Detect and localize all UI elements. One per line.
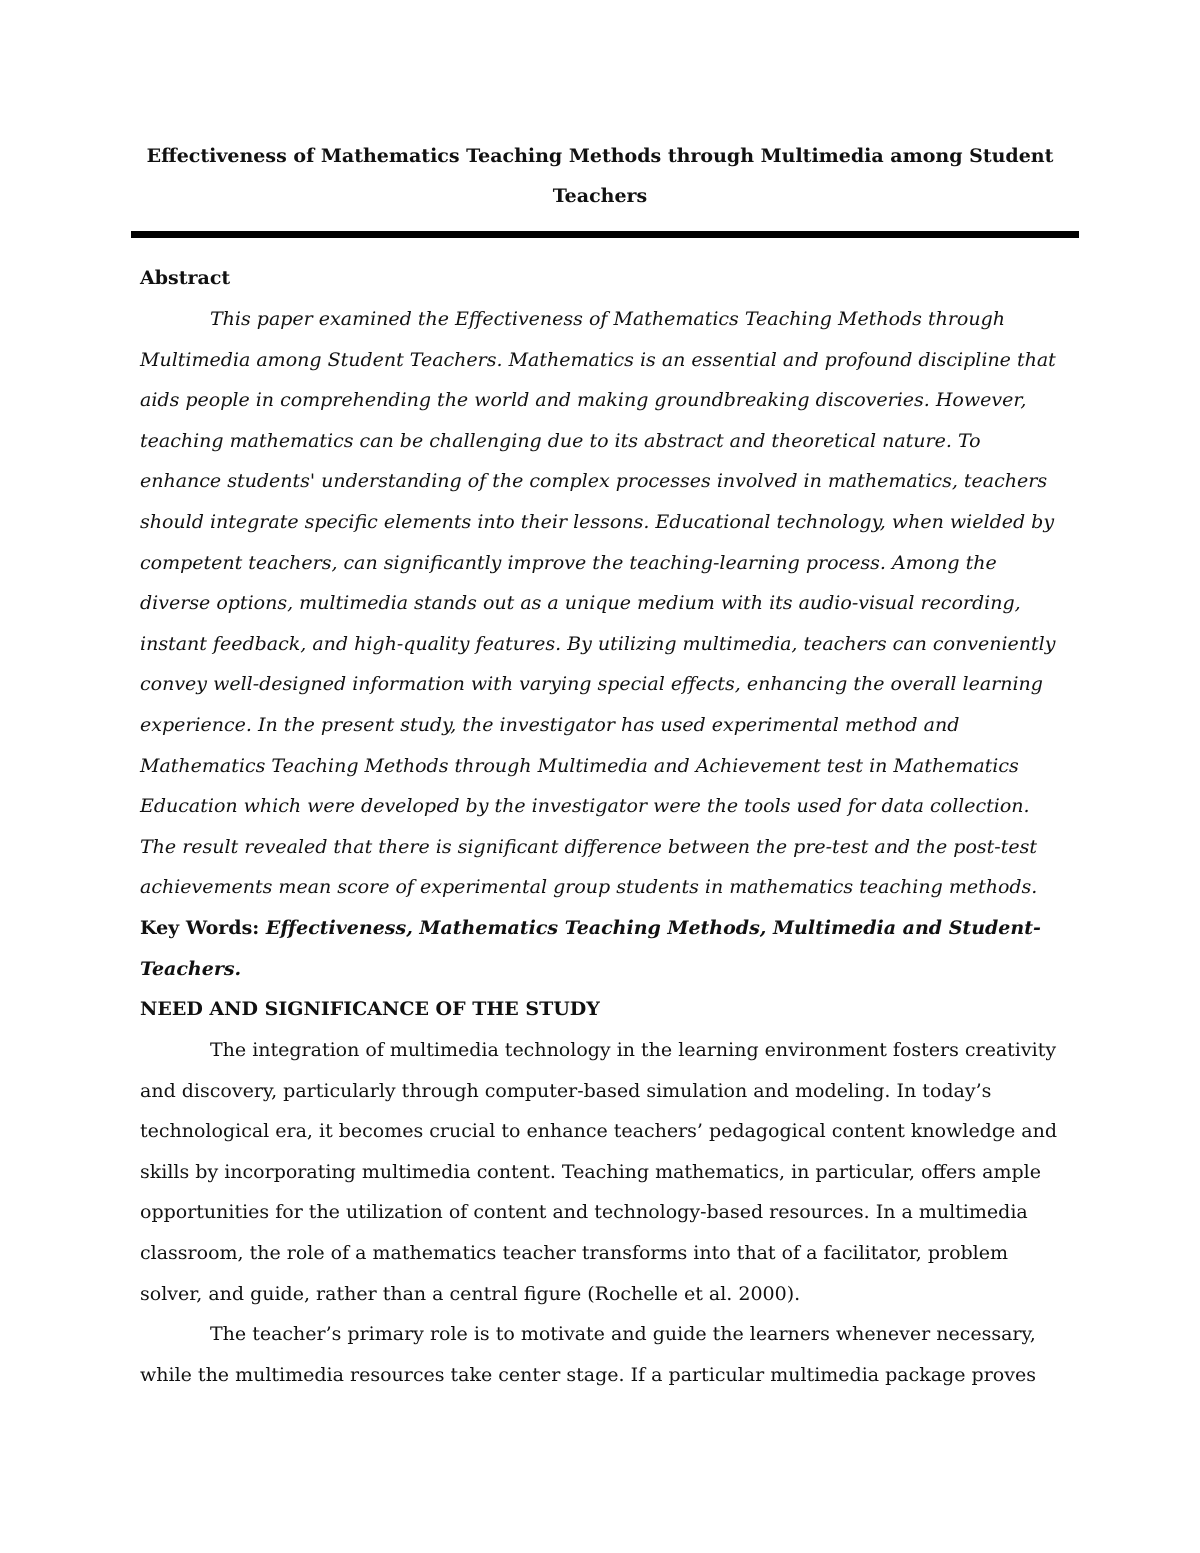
- keywords-label: Key Words:: [140, 917, 266, 939]
- keywords-line: [140, 908, 1060, 989]
- section-heading: NEED AND SIGNIFICANCE OF THE STUDY: [140, 998, 600, 1020]
- title-divider: [131, 231, 1079, 238]
- body-paragraph: The teacher’s primary role is to motivate and guide the learners whenever necessary, while the multimedia resources take center stage. If a particular multimedia package proves: [140, 1323, 1036, 1386]
- body-paragraph: The integration of multimedia technology in the learning environment fosters creativity and discovery, particularly through computer-based simulation and modeling. In today’s technological era, it becomes crucial to enhance teachers’ pedagogical content knowledge and skills by incorporating multimedia content. Teaching mathematics, in particular, offers ample opportunities for the utilization of content and technology-based resources. In a multimedia classroom, the role of a mathematics teacher transforms into that of a facilitator, problem solver, and guide, rather than a central figure (Rochelle et al. 2000).: [140, 1039, 1058, 1305]
- abstract-text: This paper examined the Effectiveness of Mathematics Teaching Methods through Multimedia among Student Teachers. Mathematics is an essential and profound discipline that aids people in comprehending the world and making groundbreaking discoveries. However, teaching mathematics can be challenging due to its abstract and theoretical nature. To enhance students' understanding of the complex processes involved in mathematics, teachers should integrate specific elements into their lessons. Educational technology, when wielded by competent teachers, can significantly improve the teaching-learning process. Among the diverse options, multimedia stands out as a unique medium with its audio-visual recording, instant feedback, and high-quality features. By utilizing multimedia, teachers can conveniently convey well-designed information with varying special effects, enhancing the overall learning experience. In the present study, the investigator has used experimental method and Mathematics Teaching Methods through Multimedia and Achievement test in Mathematics Education which were developed by the investigator were the tools used for data collection. The result revealed that there is significant difference between the pre-test and the post-test achievements mean score of experimental group students in mathematics teaching methods.: [140, 308, 1056, 899]
- paper-title: Effectiveness of Mathematics Teaching Methods through Multimedia among Student Teachers: [146, 145, 1054, 207]
- keywords-text: Effectiveness, Mathematics Teaching Methods, Multimedia and Student-Teachers.: [140, 917, 1041, 980]
- abstract-heading: Abstract: [140, 267, 231, 289]
